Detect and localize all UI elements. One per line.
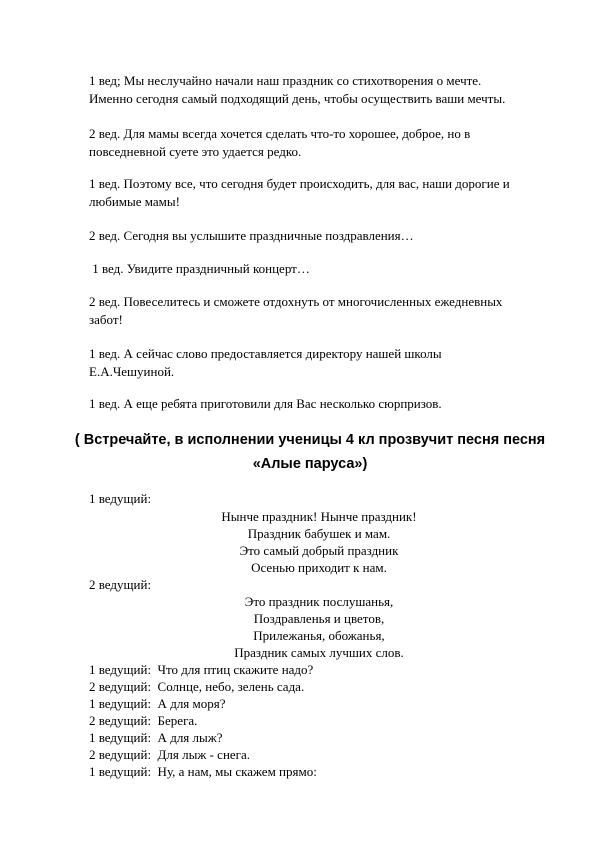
- paragraph-line: забот!: [89, 312, 123, 327]
- dialogue-line: 1 ведущий: А для моря?: [89, 696, 226, 711]
- poem-line: Прилежанья, обожанья,: [253, 628, 385, 643]
- heading-line: ( Встречайте, в исполнении ученицы 4 кл прозвучит песня песня: [74, 432, 546, 448]
- paragraph-6: [89, 293, 549, 329]
- paragraph-line: 1 вед. А сейчас слово предоставляется директору нашей школы: [89, 346, 442, 361]
- poem-line: Поздравленья и цветов,: [253, 611, 385, 626]
- paragraph-3: [89, 175, 549, 211]
- dialogue-line: 1 ведущий: Что для птиц скажите надо?: [89, 662, 314, 677]
- speaker-label-1: [89, 490, 549, 508]
- speaker-label: 1 ведущий:: [89, 491, 152, 506]
- paragraph-line: Е.А.Чешуиной.: [89, 364, 175, 379]
- paragraph-line: 1 вед. Поэтому все, что сегодня будет происходить, для вас, наши дорогие и: [89, 176, 510, 191]
- paragraph-1: [89, 72, 549, 108]
- poem-line: Это праздник послушанья,: [244, 594, 394, 609]
- speaker-label: 2 ведущий:: [89, 577, 152, 592]
- paragraph-8: [89, 395, 549, 413]
- dialogue-line: 1 ведущий: Ну, а нам, мы скажем прямо:: [89, 764, 317, 779]
- poem-line: Осенью приходит к нам.: [251, 560, 387, 575]
- paragraph-line: 2 вед. Для мамы всегда хочется сделать что-то хорошее, доброе, но в: [89, 126, 471, 141]
- paragraph-line: 2 вед. Сегодня вы услышите праздничные поздравления…: [89, 228, 414, 243]
- paragraph-line: 1 вед. А еще ребята приготовили для Вас несколько сюрпризов.: [89, 396, 442, 411]
- poem-stanza-2: [89, 593, 549, 661]
- dialogue-line: 2 ведущий: Берега.: [89, 713, 198, 728]
- paragraph-4: [89, 227, 549, 245]
- dialogue-line: 2 ведущий: Для лыж - снега.: [89, 747, 251, 762]
- dialogue-line: 1 ведущий: А для лыж?: [89, 730, 223, 745]
- paragraph-2: [89, 125, 549, 161]
- paragraph-line: повседневной суете это удается редко.: [89, 144, 302, 159]
- dialogue-block: [89, 661, 549, 780]
- poem-line: Это самый добрый праздник: [239, 543, 399, 558]
- paragraph-line: 1 вед; Мы неслучайно начали наш праздник со стихотворения о мечте.: [89, 73, 482, 88]
- heading-line: «Алые паруса»): [252, 456, 368, 472]
- paragraph-line: 1 вед. Увидите праздничный концерт…: [89, 261, 310, 276]
- speaker-label-2: [89, 576, 549, 594]
- paragraph-line: любимые мамы!: [89, 194, 180, 209]
- paragraph-line: 2 вед. Повеселитесь и сможете отдохнуть от многочисленных ежедневных: [89, 294, 503, 309]
- poem-line: Праздник самых лучших слов.: [234, 645, 404, 660]
- poem-line: Нынче праздник! Нынче праздник!: [221, 509, 417, 524]
- poem-stanza-1: [89, 508, 549, 576]
- paragraph-5: [89, 260, 549, 278]
- paragraph-line: Именно сегодня самый подходящий день, чтобы осуществить ваши мечты.: [89, 91, 506, 106]
- poem-line: Праздник бабушек и мам.: [247, 526, 391, 541]
- song-heading: [60, 428, 560, 476]
- paragraph-7: [89, 345, 549, 381]
- dialogue-line: 2 ведущий: Солнце, небо, зелень сада.: [89, 679, 305, 694]
